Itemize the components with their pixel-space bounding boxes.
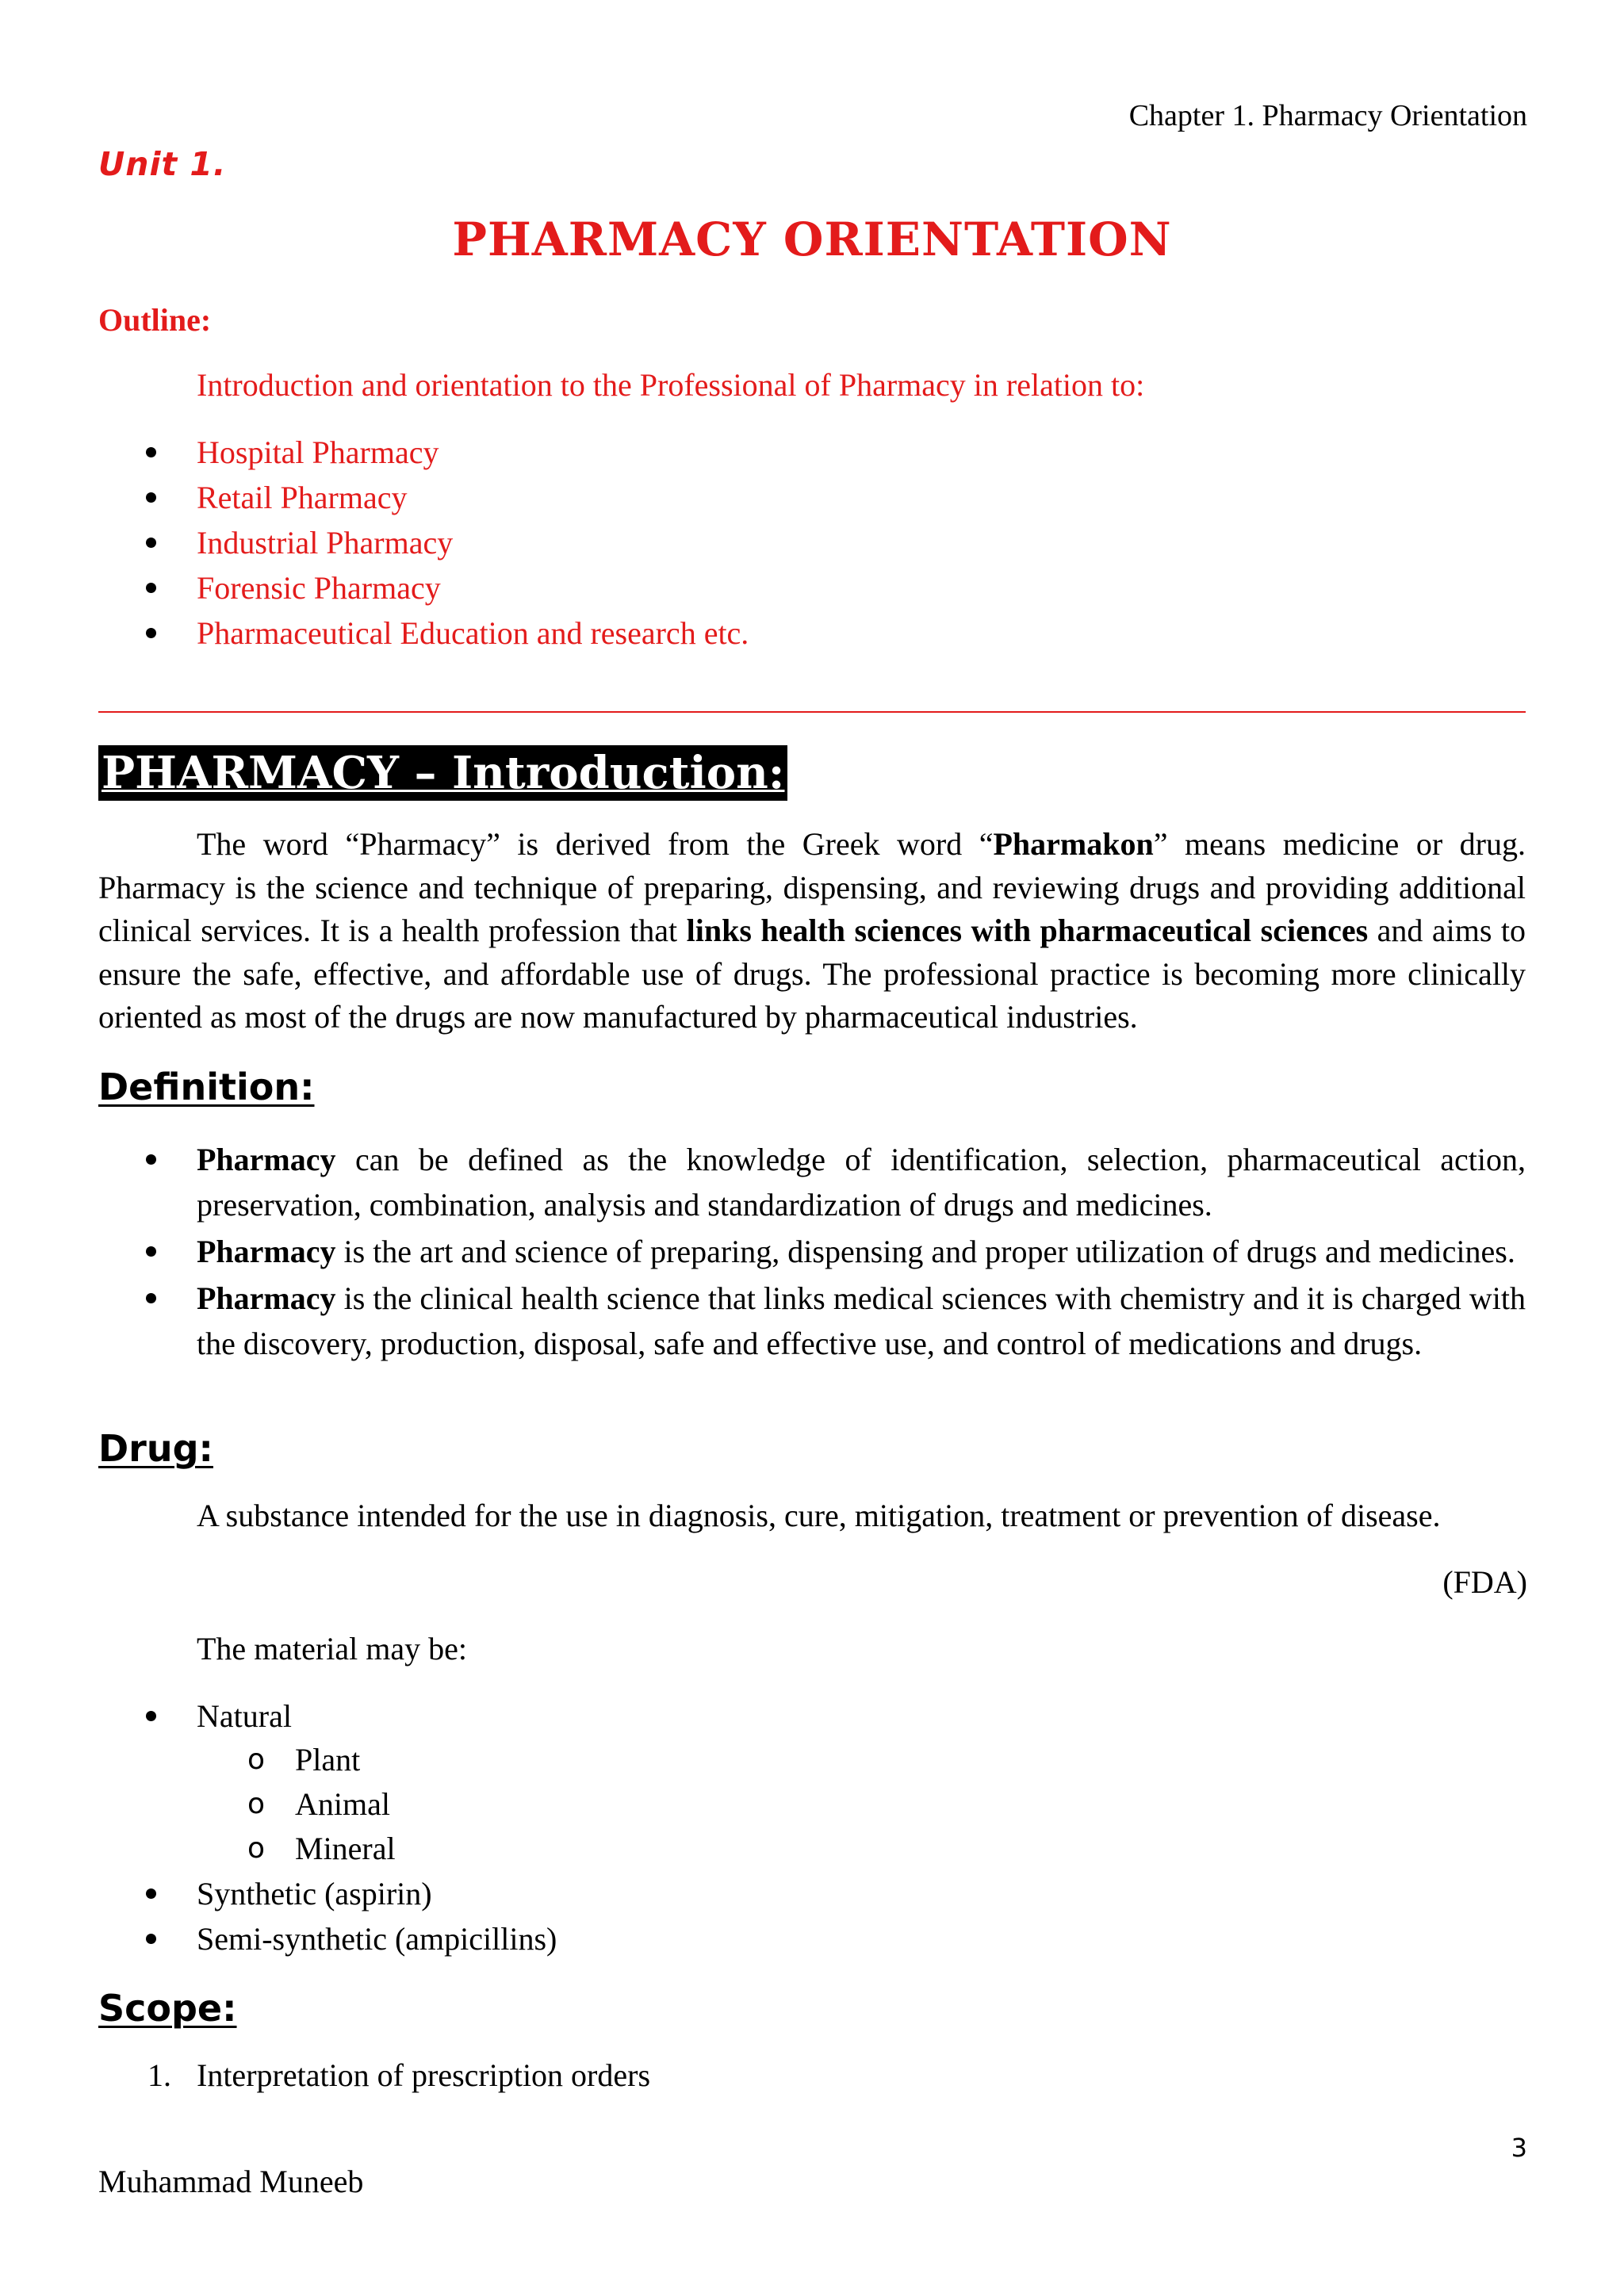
outline-item: Retail Pharmacy (98, 475, 749, 520)
bullet-icon (146, 628, 156, 638)
sub-list-item: o Animal (247, 1782, 396, 1827)
bullet-icon (146, 1711, 156, 1721)
list-item: Semi-synthetic (ampicillins) (98, 1916, 557, 1961)
natural-list (98, 1693, 292, 1739)
definition-item: Pharmacy is the clinical health science that links medical sciences with chemistry and it is charged with the discovery, production, disposal, safe and effective use, and control of medications and drugs. (98, 1276, 1526, 1366)
bullet-icon (146, 447, 156, 457)
definition-item: Pharmacy can be defined as the knowledge of identification, selection, pharmaceutical action, preservation, combination, analysis and standardization of drugs and medicines. (98, 1137, 1526, 1227)
drug-source: (FDA) (1442, 1564, 1527, 1600)
page-title: PHARMACY ORIENTATION (452, 212, 1172, 266)
unit-label: Unit 1. (98, 145, 227, 183)
bullet-icon (146, 1934, 156, 1944)
definition-list (98, 1137, 1526, 1368)
outline-intro: Introduction and orientation to the Professional of Pharmacy in relation to: (197, 367, 1145, 403)
scope-item: 1. Interpretation of prescription orders (147, 2057, 651, 2093)
introduction-paragraph: The word “Pharmacy” is derived from the Greek word “Pharmakon” means medicine or drug. Pharmacy is the science and technique of preparing, dispensing, and reviewing drugs and providing additional clinical services. It is a health profession that links health sciences with pharmaceutical sciences and aims to ensure the safe, effective, and affordable use of drugs. The professional practice is becoming more clinically oriented as most of the drugs are now manufactured by pharmaceutical industries. (98, 826, 1526, 1035)
list-item: Synthetic (aspirin) (98, 1871, 557, 1916)
bullet-icon (146, 1888, 156, 1899)
page-number: 3 (1511, 2133, 1527, 2163)
author-name: Muhammad Muneeb (98, 2164, 364, 2199)
outline-item: Pharmaceutical Education and research etc. (98, 610, 749, 656)
drug-definition: A substance intended for the use in diagnosis, cure, mitigation, treatment or prevention of disease. (197, 1498, 1441, 1533)
material-intro: The material may be: (197, 1631, 467, 1667)
natural-sub-list (247, 1738, 396, 1871)
definition-item: Pharmacy is the art and science of preparing, dispensing and proper utilization of drugs and medicines. (98, 1229, 1526, 1274)
synthetic-list (98, 1871, 557, 1961)
sub-list-item: o Plant (247, 1738, 396, 1782)
bullet-icon (146, 583, 156, 593)
section-divider (98, 711, 1526, 713)
sub-list-item: o Mineral (247, 1827, 396, 1871)
scope-heading: Scope: (98, 1987, 237, 2030)
drug-heading: Drug: (98, 1427, 213, 1470)
outline-item: Industrial Pharmacy (98, 520, 749, 565)
running-head: Chapter 1. Pharmacy Orientation (1128, 99, 1527, 132)
bullet-icon (146, 492, 156, 503)
bullet-icon (146, 1293, 156, 1303)
hollow-bullet-icon: o (247, 1832, 266, 1865)
outline-item: Forensic Pharmacy (98, 565, 749, 610)
bullet-icon (146, 538, 156, 548)
outline-label: Outline: (98, 302, 212, 338)
definition-heading: Definition: (98, 1066, 315, 1108)
outline-list (98, 430, 749, 656)
outline-item: Hospital Pharmacy (98, 430, 749, 475)
hollow-bullet-icon: o (247, 1743, 266, 1776)
hollow-bullet-icon: o (247, 1788, 266, 1820)
bullet-icon (146, 1246, 156, 1257)
list-item: Natural (98, 1693, 292, 1739)
introduction-heading: PHARMACY – Introduction: (98, 745, 787, 801)
bullet-icon (146, 1154, 156, 1165)
